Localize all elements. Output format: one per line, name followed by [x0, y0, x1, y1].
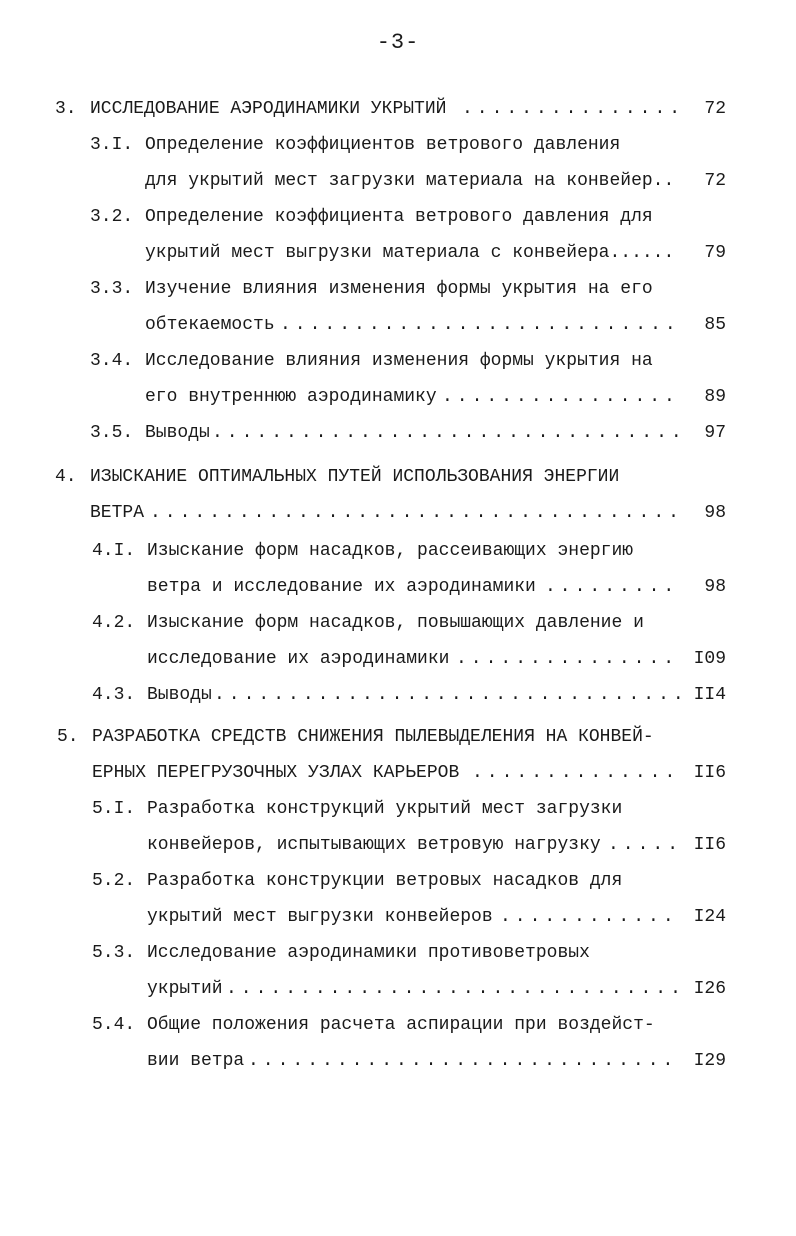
item-3-5-leader: [212, 421, 680, 445]
item-4-1-number: 4.I.: [92, 541, 136, 561]
section-3-leader: [462, 97, 680, 121]
section-3-number: 3.: [55, 99, 77, 119]
item-5-3-title-line2: укрытий: [147, 979, 223, 999]
item-4-3-title: Выводы: [147, 685, 212, 705]
page-number: -3-: [376, 30, 420, 55]
item-3-4-title-line1: Исследование влияния изменения формы укрытия на: [145, 351, 653, 371]
section-5-number: 5.: [57, 727, 79, 747]
section-4-number: 4.: [55, 467, 77, 487]
item-4-3-leader: [214, 683, 680, 707]
item-3-4-number: 3.4.: [90, 351, 134, 371]
item-4-3-page: II4: [693, 685, 726, 705]
item-4-1-title-line1: Изыскание форм насадков, рассеивающих энергию: [147, 541, 634, 561]
item-5-2-title-line2: укрытий мест выгрузки конвейеров: [147, 907, 493, 927]
item-5-2-leader: [500, 905, 680, 929]
item-3-4-page: 89: [704, 387, 726, 407]
item-3-5-page: 97: [704, 423, 726, 443]
item-3-1-title-line1: Определение коэффициентов ветрового давления: [145, 135, 621, 155]
item-3-1-title-line2: для укрытий мест загрузки материала на конвейер..: [145, 171, 675, 191]
item-4-1-leader: [545, 575, 680, 599]
item-4-2-number: 4.2.: [92, 613, 136, 633]
item-3-5-number: 3.5.: [90, 423, 134, 443]
item-4-2-leader: [456, 647, 680, 671]
section-3-page: 72: [704, 99, 726, 119]
item-5-3-leader: [226, 977, 680, 1001]
item-5-3-page: I26: [693, 979, 726, 999]
item-3-3-leader: [280, 313, 680, 337]
section-5-leader: [472, 761, 680, 785]
item-5-1-title-line2: конвейеров, испытывающих ветровую нагрузку: [147, 835, 601, 855]
item-4-1-page: 98: [704, 577, 726, 597]
item-5-4-number: 5.4.: [92, 1015, 136, 1035]
section-4-title-line1: ИЗЫСКАНИЕ ОПТИМАЛЬНЫХ ПУТЕЙ ИСПОЛЬЗОВАНИЯ ЭНЕРГИИ: [90, 467, 620, 487]
item-5-4-title-line1: Общие положения расчета аспирации при воздейст-: [147, 1015, 655, 1035]
item-3-4-leader: [442, 385, 680, 409]
item-5-4-title-line2: вии ветра: [147, 1051, 245, 1071]
item-3-3-page: 85: [704, 315, 726, 335]
item-3-3-number: 3.3.: [90, 279, 134, 299]
item-3-4-title-line2: его внутреннюю аэродинамику: [145, 387, 437, 407]
section-5-title-line1: РАЗРАБОТКА СРЕДСТВ СНИЖЕНИЯ ПЫЛЕВЫДЕЛЕНИЯ НА КОНВЕЙ-: [92, 727, 654, 747]
item-3-2-title-line2: укрытий мест выгрузки материала с конвейера......: [145, 243, 675, 263]
item-5-2-title-line1: Разработка конструкции ветровых насадков для: [147, 871, 623, 891]
section-4-page: 98: [704, 503, 726, 523]
section-5-page: II6: [693, 763, 726, 783]
item-3-5-title: Выводы: [145, 423, 210, 443]
item-3-3-title-line1: Изучение влияния изменения формы укрытия на его: [145, 279, 653, 299]
item-5-1-number: 5.I.: [92, 799, 136, 819]
section-3-title: ИССЛЕДОВАНИЕ АЭРОДИНАМИКИ УКРЫТИЙ: [90, 99, 447, 119]
item-4-2-title-line2: исследование их аэродинамики: [147, 649, 450, 669]
item-4-2-page: I09: [693, 649, 726, 669]
item-3-2-title-line1: Определение коэффициента ветрового давления для: [145, 207, 653, 227]
item-3-3-title-line2: обтекаемость: [145, 315, 275, 335]
item-5-2-page: I24: [693, 907, 726, 927]
item-5-1-title-line1: Разработка конструкций укрытий мест загрузки: [147, 799, 623, 819]
item-3-1-number: 3.I.: [90, 135, 134, 155]
item-4-3-number: 4.3.: [92, 685, 136, 705]
item-5-4-page: I29: [693, 1051, 726, 1071]
item-4-1-title-line2: ветра и исследование их аэродинамики: [147, 577, 536, 597]
item-3-2-page: 79: [704, 243, 726, 263]
item-5-1-page: II6: [693, 835, 726, 855]
section-5-title-line2: ЕРНЫХ ПЕРЕГРУЗОЧНЫХ УЗЛАХ КАРЬЕРОВ: [92, 763, 460, 783]
item-4-2-title-line1: Изыскание форм насадков, повышающих давление и: [147, 613, 644, 633]
item-5-2-number: 5.2.: [92, 871, 136, 891]
item-5-1-leader: [608, 833, 680, 857]
section-4-leader: [150, 501, 680, 525]
item-5-3-number: 5.3.: [92, 943, 136, 963]
item-5-4-leader: [248, 1049, 680, 1073]
section-4-title-line2: ВЕТРА: [90, 503, 145, 523]
item-3-1-page: 72: [704, 171, 726, 191]
item-3-2-number: 3.2.: [90, 207, 134, 227]
item-5-3-title-line1: Исследование аэродинамики противоветровых: [147, 943, 590, 963]
